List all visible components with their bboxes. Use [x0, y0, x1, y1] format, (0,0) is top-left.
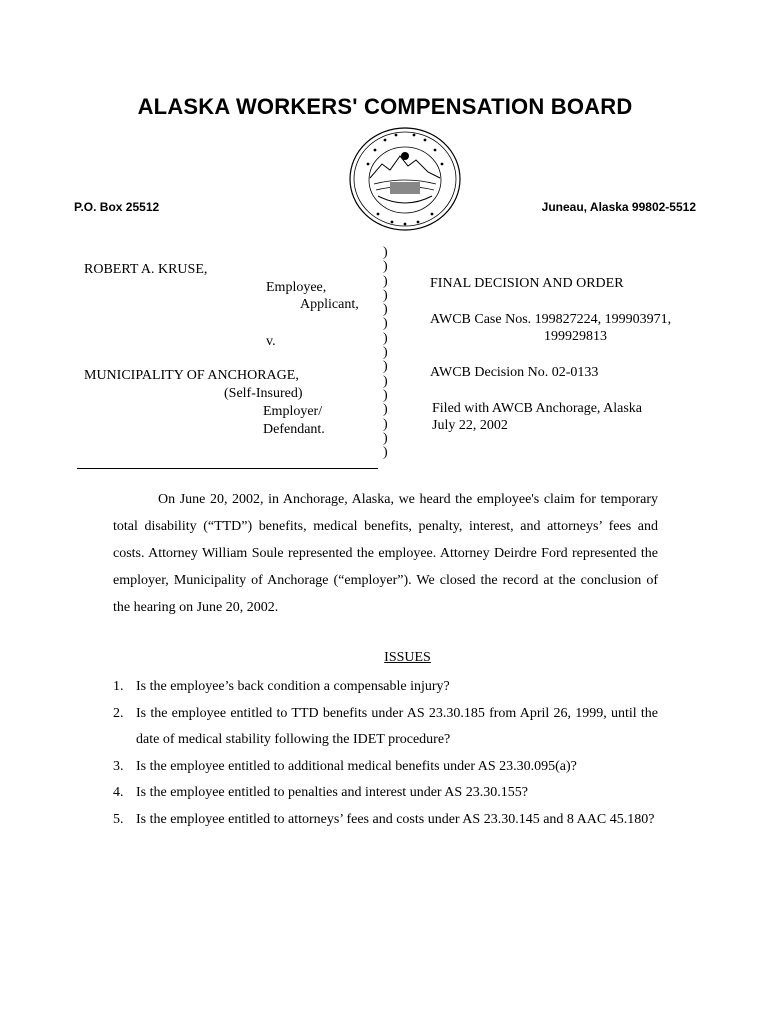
- issue-text: Is the employee entitled to penalties and interest under AS 23.30.155?: [136, 785, 528, 800]
- issues-heading: ISSUES: [384, 650, 431, 665]
- filed-date: July 22, 2002: [432, 418, 508, 433]
- issue-item: [113, 807, 658, 834]
- issue-item: [113, 780, 658, 807]
- issue-number: 2.: [113, 705, 124, 721]
- versus: v.: [266, 334, 276, 349]
- po-box: P.O. Box 25512: [74, 200, 160, 214]
- issue-number: 1.: [113, 679, 124, 694]
- defendant-role: Defendant.: [263, 422, 325, 437]
- filed-with: Filed with AWCB Anchorage, Alaska: [432, 401, 643, 416]
- employer-status: (Self-Insured): [224, 386, 303, 401]
- issues-list: [113, 674, 658, 833]
- employer-role: Employer/: [263, 404, 323, 419]
- caption-divider: ) ) ) ) ) ) ) ) ) ) ) ) ) ) ): [383, 245, 388, 461]
- decision-title: FINAL DECISION AND ORDER: [430, 276, 624, 291]
- document-title: ALASKA WORKERS' COMPENSATION BOARD: [137, 94, 633, 119]
- intro-text: On June 20, 2002, in Anchorage, Alaska, we heard the employee's claim for temporary total disability (“TTD”) benefits, medical benefits, penalty, interest, and attorneys’ fees and costs. Attorney William Soule represented the employee. Attorney Deirdre Ford represented the employer, Municipality of Anchorage (“employer”). We closed the record at the conclusion of the hearing on June 20, 2002.: [113, 492, 658, 615]
- issue-text: Is the employee’s back condition a compensable injury?: [136, 679, 450, 694]
- case-numbers-cont: 199929813: [544, 329, 607, 344]
- state-seal-icon: [348, 126, 462, 232]
- issue-number: 3.: [113, 758, 124, 774]
- issue-text: Is the employee entitled to additional medical benefits under AS 23.30.095(a)?: [136, 758, 577, 774]
- issue-item: [113, 754, 658, 781]
- decision-number: AWCB Decision No. 02-0133: [430, 365, 599, 380]
- employee-role: Employee,: [266, 280, 327, 295]
- issue-text: Is the employee entitled to TTD benefits under AS 23.30.185 from April 26, 1999, until the date of medical stability following the IDET procedure?: [136, 705, 658, 747]
- employer-name: MUNICIPALITY OF ANCHORAGE,: [84, 368, 299, 383]
- issue-number: 4.: [113, 785, 124, 800]
- caption-rule: [77, 468, 378, 469]
- employee-name: ROBERT A. KRUSE,: [84, 262, 208, 277]
- issue-number: 5.: [113, 811, 124, 827]
- issue-item: [113, 701, 658, 754]
- board-address: Juneau, Alaska 99802-5512: [541, 200, 696, 214]
- intro-paragraph: [113, 486, 658, 621]
- issue-item: [113, 674, 658, 701]
- case-numbers: AWCB Case Nos. 199827224, 199903971,: [430, 312, 672, 327]
- applicant-role: Applicant,: [300, 297, 359, 312]
- issue-text: Is the employee entitled to attorneys’ fees and costs under AS 23.30.145 and 8 AAC 45.180?: [136, 811, 655, 827]
